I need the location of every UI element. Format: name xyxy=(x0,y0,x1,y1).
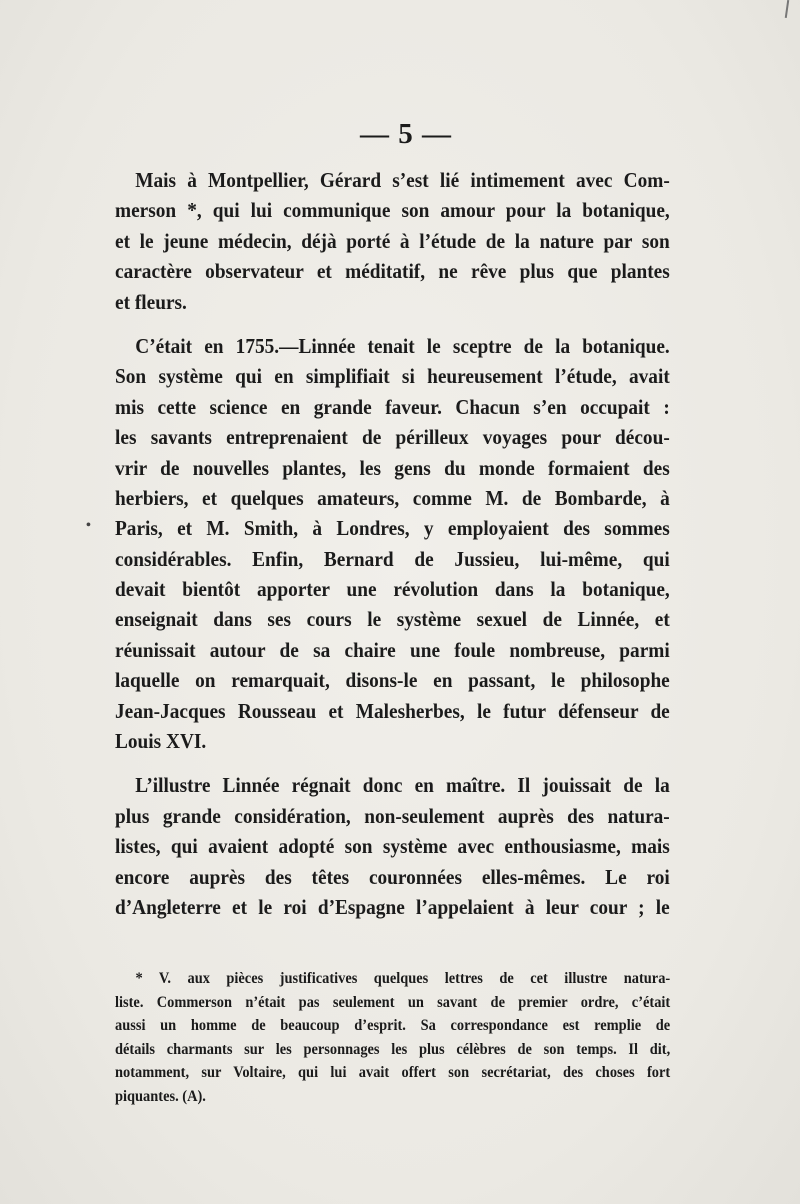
text-line: plus grande considération, non-seulement auprès des natura- xyxy=(115,803,670,828)
text-line: herbiers, et quelques amateurs, comme M. de Bombarde, à xyxy=(115,485,670,510)
text-line: enseignait dans ses cours le système sexuel de Linnée, et xyxy=(115,607,670,632)
text-line: Son système qui en simplifiait si heureusement l’étude, avait xyxy=(115,364,670,389)
text-line: et le jeune médecin, déjà porté à l’étude de la nature par son xyxy=(115,228,670,253)
footnote-line: aussi un homme de beaucoup d’esprit. Sa correspondance est remplie de xyxy=(115,1017,671,1034)
text-line: Paris, et M. Smith, à Londres, y employaient des sommes xyxy=(115,516,670,541)
text-line: C’était en 1755.—Linnée tenait le sceptre de la botanique. xyxy=(135,333,670,358)
text-line: caractère observateur et méditatif, ne rêve plus que plantes xyxy=(115,259,670,284)
text-line: vrir de nouvelles plantes, les gens du monde formaient des xyxy=(115,455,670,480)
text-line: devait bientôt apporter une révolution dans la botanique, xyxy=(115,577,670,602)
paragraph xyxy=(115,331,670,756)
footnote-line: * V. aux pièces justificatives quelques lettres de cet illustre natura- xyxy=(135,970,671,987)
body-text xyxy=(115,165,670,922)
text-line: merson *, qui lui communique son amour pour la botanique, xyxy=(115,198,670,223)
text-line: L’illustre Linnée régnait donc en maître. Il jouissait de la xyxy=(135,773,670,798)
text-line: Jean-Jacques Rousseau et Malesherbes, le futur défenseur de xyxy=(115,698,670,723)
text-line: listes, qui avaient adopté son système avec enthousiasme, mais xyxy=(115,834,670,859)
paragraph xyxy=(115,770,670,922)
footnote-line: liste. Commerson n’était pas seulement un savant de premier ordre, c’était xyxy=(115,993,671,1011)
footnote-line: notamment, sur Voltaire, qui lui avait offert son secrétariat, des choses fort xyxy=(115,1064,671,1081)
footnote-line: piquantes. (A). xyxy=(115,1087,206,1105)
page-number: — 5 — xyxy=(360,118,452,150)
text-line: encore auprès des têtes couronnées elles-mêmes. Le roi xyxy=(115,864,670,889)
margin-dot-mark: • xyxy=(86,518,91,533)
text-line: mis cette science en grande faveur. Chacun s’en occupait : xyxy=(115,394,670,419)
text-line: et fleurs. xyxy=(115,289,187,314)
footnote-line: détails charmants sur les personnages les plus célèbres de son temps. Il dit, xyxy=(115,1040,671,1058)
footnote xyxy=(115,967,670,1108)
text-line: laquelle on remarquait, disons-le en passant, le philosophe xyxy=(115,668,670,693)
text-line: les savants entreprenaient de périlleux voyages pour décou- xyxy=(115,425,670,450)
text-line: réunissait autour de sa chaire une foule nombreuse, parmi xyxy=(115,637,670,662)
text-line: considérables. Enfin, Bernard de Jussieu, lui-même, qui xyxy=(115,546,670,571)
paragraph xyxy=(115,165,670,317)
text-line: d’Angleterre et le roi d’Espagne l’appelaient à leur cour ; le xyxy=(115,894,670,919)
text-line: Mais à Montpellier, Gérard s’est lié intimement avec Com- xyxy=(135,168,670,192)
margin-tick-mark xyxy=(785,0,789,18)
text-line: Louis XVI. xyxy=(115,729,207,754)
